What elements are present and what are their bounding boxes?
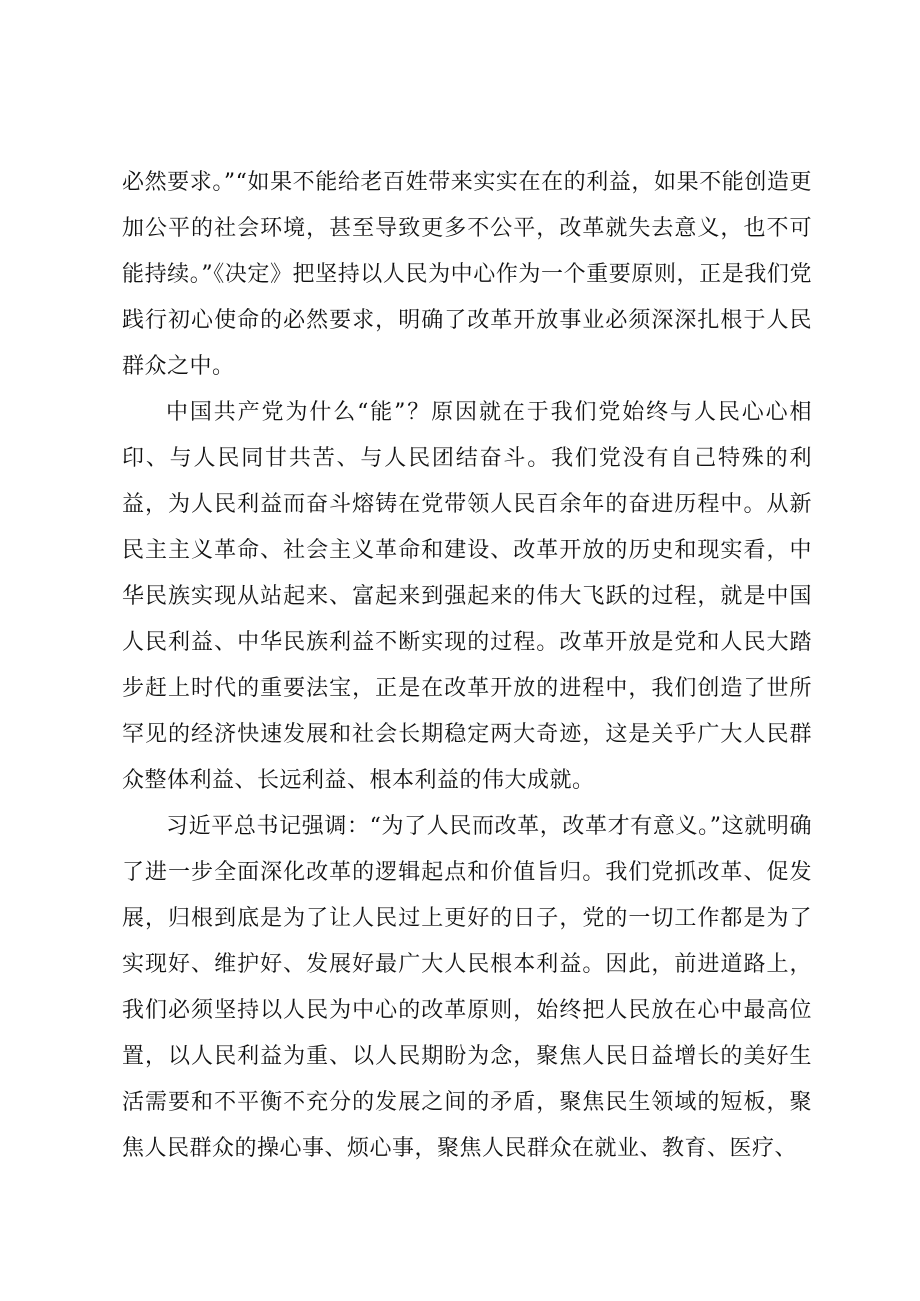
paragraph-party-ability: 中国共产党为什么“能”？原因就在于我们党始终与人民心心相印、与人民同甘共苦、与人民团结奋斗。我们党没有自己特殊的利益，为人民利益而奋斗熔铸在党带领人民百余年的奋进历程中。从新民主主义革命、社会主义革命和建设、改革开放的历史和现实看，中华民族实现从站起来、富起来到强起来的伟大飞跃的过程，就是中国人民利益、中华民族利益不断实现的过程。改革开放是党和人民大踏步赶上时代的重要法宝，正是在改革开放的进程中，我们创造了世所罕见的经济快速发展和社会长期稳定两大奇迹，这是关乎广大人民群众整体利益、长远利益、根本利益的伟大成就。 — [122, 400, 812, 793]
document-body — [122, 160, 812, 1172]
paragraph-reform-for-people: 习近平总书记强调：“为了人民而改革，改革才有意义。”这就明确了进一步全面深化改革的逻辑起点和价值旨归。我们党抓改革、促发展，归根到底是为了让人民过上更好的日子，党的一切工作都是为了实现好、维护好、发展好最广大人民根本利益。因此，前进道路上，我们必须坚持以人民为中心的改革原则，始终把人民放在心中最高位置，以人民利益为重、以人民期盼为念，聚焦人民日益增长的美好生活需要和不平衡不充分的发展之间的矛盾，聚焦民生领域的短板，聚焦人民群众的操心事、烦心事，聚焦人民群众在就业、教育、医疗、 — [122, 814, 812, 1161]
paragraph-continuation: 必然要求。”“如果不能给老百姓带来实实在在的利益，如果不能创造更加公平的社会环境，甚至导致更多不公平，改革就失去意义，也不可能持续。”《决定》把坚持以人民为中心作为一个重要原则，正是我们党践行初心使命的必然要求，明确了改革开放事业必须深深扎根于人民群众之中。 — [122, 170, 812, 379]
